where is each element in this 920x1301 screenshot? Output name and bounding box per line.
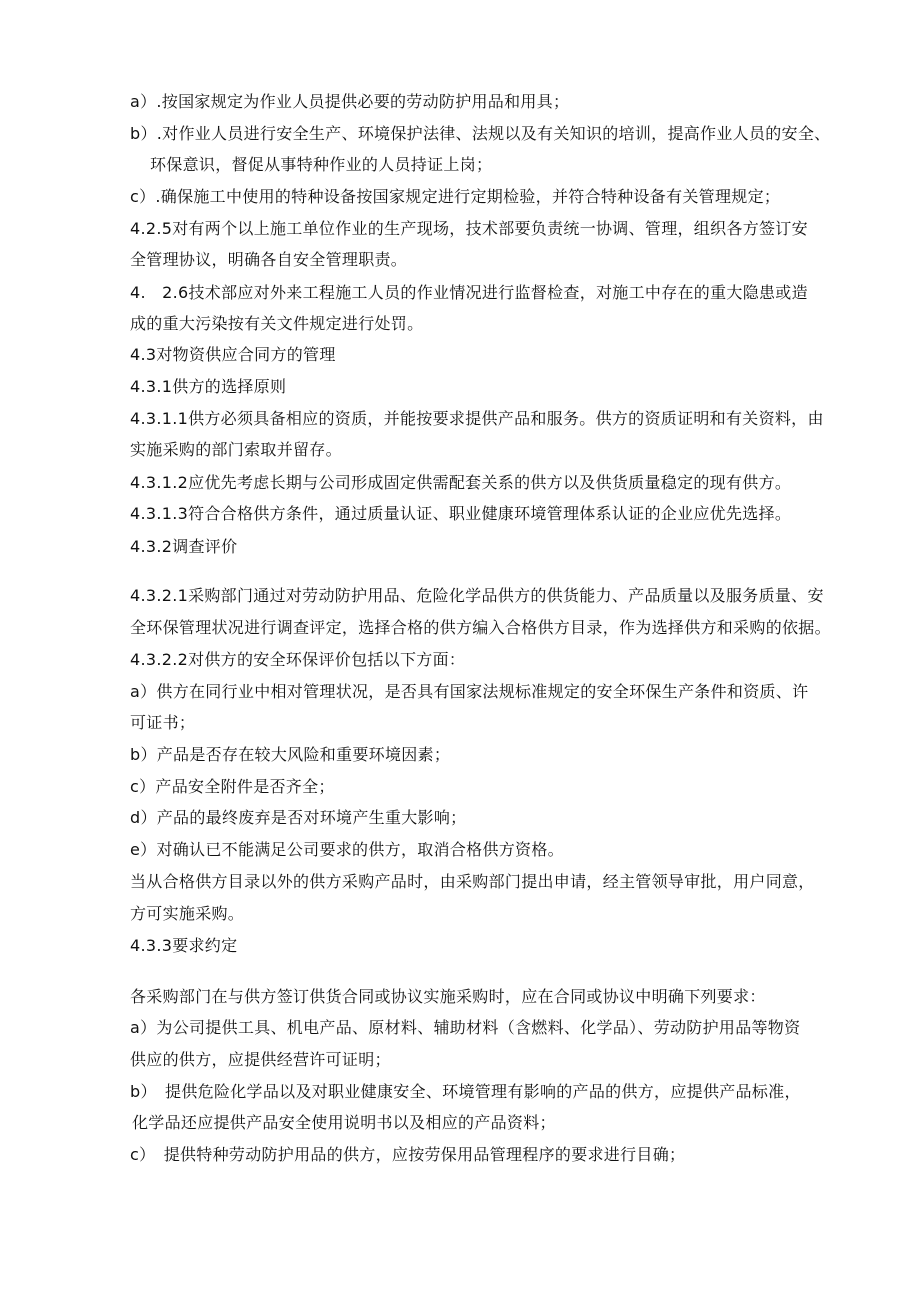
text-line: 全环保管理状况进行调查评定，选择合格的供方编入合格供方目录，作为选择供方和采购的依据。 [130, 618, 831, 637]
text-line: 4. 2.6技术部应对外来工程施工人员的作业情况进行监督检查，对施工中存在的重大隐患或造 [130, 283, 808, 302]
text-line: 化学品还应提供产品安全使用说明书以及相应的产品资料； [132, 1113, 556, 1132]
text-line: c） 提供特种劳动防护用品的供方，应按劳保用品管理程序的要求进行目确； [130, 1145, 686, 1164]
text-line: a）供方在同行业中相对管理状况，是否具有国家法规标准规定的安全环保生产条件和资质、许 [130, 682, 809, 701]
text-line: 4.3.2.2对供方的安全环保评价包括以下方面： [130, 650, 466, 669]
text-line: 环保意识，督促从事特种作业的人员持证上岗； [150, 155, 493, 174]
text-line: b） 提供危险化学品以及对职业健康安全、环境管理有影响的产品的供方，应提供产品标准， [130, 1082, 801, 1101]
text-line: 供应的供方，应提供经营许可证明； [130, 1050, 391, 1069]
text-line: d）产品的最终废弃是否对环境产生重大影响； [130, 808, 467, 827]
section-heading: 4.3.1供方的选择原则 [130, 377, 287, 396]
text-line: 成的重大污染按有关文件规定进行处罚。 [130, 314, 424, 333]
section-heading: 4.3.3要求约定 [130, 936, 238, 955]
text-line: e）对确认已不能满足公司要求的供方，取消合格供方资格。 [130, 840, 564, 859]
text-line: 4.3.2.1采购部门通过对劳动防护用品、危险化学品供方的供货能力、产品质量以及服务质量、安 [130, 586, 824, 605]
text-line: 各采购部门在与供方签订供货合同或协议实施采购时，应在合同或协议中明确下列要求： [130, 987, 766, 1006]
section-heading: 4.3对物资供应合同方的管理 [130, 345, 336, 364]
text-line: b）.对作业人员进行安全生产、环境保护法律、法规以及有关知识的培训，提高作业人员的安全、 [130, 124, 831, 143]
section-heading: 4.3.2调查评价 [130, 537, 238, 556]
text-line: b）产品是否存在较大风险和重要环境因素； [130, 745, 451, 764]
text-line: a）.按国家规定为作业人员提供必要的劳动防护用品和用具； [130, 92, 570, 111]
text-line: a）为公司提供工具、机电产品、原材料、辅助材料（含燃料、化学品）、劳动防护用品等物资 [130, 1018, 801, 1037]
text-line: 4.3.1.1供方必须具备相应的资质，并能按要求提供产品和服务。供方的资质证明和有关资料，由 [130, 409, 824, 428]
text-line: c）产品安全附件是否齐全； [130, 777, 335, 796]
text-line: 当从合格供方目录以外的供方采购产品时，由采购部门提出申请，经主管领导审批，用户同意， [130, 872, 815, 891]
text-line: 4.3.1.3符合合格供方条件，通过质量认证、职业健康环境管理体系认证的企业应优先选择。 [130, 504, 792, 523]
text-line: 可证书； [130, 713, 196, 732]
text-line: 4.2.5对有两个以上施工单位作业的生产现场，技术部要负责统一协调、管理，组织各方签订安 [130, 219, 808, 238]
text-line: 全管理协议，明确各自安全管理职责。 [130, 250, 408, 269]
text-line: c）.确保施工中使用的特种设备按国家规定进行定期检验，并符合特种设备有关管理规定； [130, 187, 781, 206]
text-line: 4.3.1.2应优先考虑长期与公司形成固定供需配套关系的供方以及供货质量稳定的现有供方。 [130, 473, 792, 492]
text-line: 方可实施采购。 [130, 904, 245, 923]
text-line: 实施采购的部门索取并留存。 [130, 440, 342, 459]
